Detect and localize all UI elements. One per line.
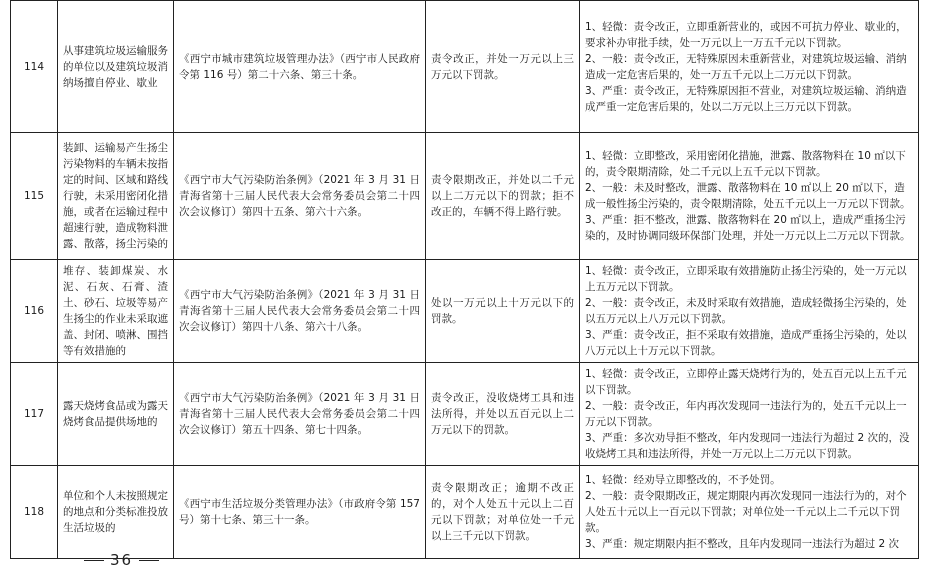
discretion-standard bbox=[580, 466, 919, 559]
page-dash-left bbox=[84, 560, 104, 561]
level-minor: 1、轻微：责令改正，立即重新营业的，或因不可抗力停业、歇业的，要求补办审批手续，处一万元以上一万五千元以下罚款。 bbox=[585, 20, 907, 49]
level-serious: 3、严重：责令改正，拒不采取有效措施，造成严重扬尘污染的，处以八万元以上十万元以下罚款。 bbox=[585, 329, 907, 357]
level-general: 2、一般：责令改正，无特殊原因未重新营业，对建筑垃圾运输、消纳造成一定危害后果的，处一万五千元以上二万元以下罚款。 bbox=[585, 52, 907, 81]
row-number: 117 bbox=[11, 363, 58, 466]
table-row bbox=[11, 260, 919, 363]
legal-basis: 《西宁市大气污染防治条例》（2021 年 3 月 31 日青海省第十三届人民代表大会常务委员会第二十四次会议修订）第四十八条、第六十八条。 bbox=[174, 260, 426, 363]
legal-basis: 《西宁市大气污染防治条例》（2021 年 3 月 31 日青海省第十三届人民代表大会常务委员会第二十四次会议修订）第五十四条、第七十四条。 bbox=[174, 363, 426, 466]
level-minor: 1、轻微：责令改正，立即停止露天烧烤行为的，处五百元以上五千元以下罚款。 bbox=[585, 368, 907, 396]
row-number: 118 bbox=[11, 466, 58, 559]
legal-basis: 《西宁市大气污染防治条例》（2021 年 3 月 31 日青海省第十三届人民代表大会常务委员会第二十四次会议修订）第四十五条、第六十六条。 bbox=[174, 133, 426, 260]
page-dash-right bbox=[139, 560, 159, 561]
level-minor: 1、轻微：立即整改，采用密闭化措施，泄露、散落物料在 10 ㎡以下的，责令限期清除，处二千元以上五千元以下罚款。 bbox=[585, 150, 906, 178]
page-number bbox=[78, 551, 165, 569]
penalty-standards-table bbox=[10, 0, 919, 559]
penalty-provision: 责令限期改正；逾期不改正的，对个人处五十元以上二百元以下罚款；对单位处一千元以上三千元以下罚款。 bbox=[426, 466, 580, 559]
row-number: 116 bbox=[11, 260, 58, 363]
page-number-value: 36 bbox=[110, 551, 134, 569]
penalty-provision: 责令改正，没收烧烤工具和违法所得，并处以五百元以上二万元以下的罚款。 bbox=[426, 363, 580, 466]
legal-basis: 《西宁市生活垃圾分类管理办法》（市政府令第 157 号）第十七条、第三十一条。 bbox=[174, 466, 426, 559]
violation-description: 堆存、装卸煤炭、水泥、石灰、石膏、渣土、砂石、垃圾等易产生扬尘的作业未采取遮盖、封闭、喷淋、围挡等有效措施的 bbox=[58, 260, 174, 363]
level-general: 2、一般：未及时整改，泄露、散落物料在 10 ㎡以上 20 ㎡以下，造成一般性扬尘污染的，责令限期清除，处五千元以上一万元以下罚款。 bbox=[585, 182, 911, 210]
table-body bbox=[11, 1, 919, 559]
level-minor: 1、轻微：责令改正，立即采取有效措施防止扬尘污染的，处一万元以上五万元以下罚款。 bbox=[585, 265, 907, 293]
violation-description: 从事建筑垃圾运输服务的单位以及建筑垃圾消纳场擅自停业、歇业 bbox=[58, 1, 174, 133]
row-number: 115 bbox=[11, 133, 58, 260]
penalty-provision: 责令改正，并处一万元以上三万元以下罚款。 bbox=[426, 1, 580, 133]
table-row bbox=[11, 133, 919, 260]
violation-description: 单位和个人未按照规定的地点和分类标准投放生活垃圾的 bbox=[58, 466, 174, 559]
violation-description: 露天烧烤食品或为露天烧烤食品提供场地的 bbox=[58, 363, 174, 466]
discretion-standard bbox=[580, 133, 919, 260]
level-serious: 3、严重：拒不整改，泄露、散落物料在 20 ㎡以上，造成严重扬尘污染的，及时协调同级环保部门处理，并处一万元以上二万元以下罚款。 bbox=[585, 214, 911, 242]
penalty-provision: 责令限期改正，并处以二千元以上二万元以下的罚款；拒不改正的，车辆不得上路行驶。 bbox=[426, 133, 580, 260]
level-general: 2、一般：责令改正，年内再次发现同一违法行为的，处五千元以上一万元以下罚款。 bbox=[585, 400, 907, 428]
level-serious: 3、严重：责令改正，无特殊原因拒不营业，对建筑垃圾运输、消纳造成严重一定危害后果的，处以二万元以上三万元以下罚款。 bbox=[585, 84, 907, 113]
discretion-standard bbox=[580, 260, 919, 363]
discretion-standard bbox=[580, 1, 919, 133]
row-number: 114 bbox=[11, 1, 58, 133]
penalty-provision: 处以一万元以上十万元以下的罚款。 bbox=[426, 260, 580, 363]
level-serious: 3、严重：规定期限内拒不整改，且年内发现同一违法行为超过 2 次 bbox=[585, 538, 900, 550]
level-general: 2、一般：责令限期改正，规定期限内再次发现同一违法行为的，对个人处五十元以上一百元以下罚款；对单位处一千元以上二千元以下罚款。 bbox=[585, 490, 907, 534]
level-general: 2、一般：责令改正，未及时采取有效措施，造成轻微扬尘污染的，处以五万元以上八万元以下罚款。 bbox=[585, 297, 907, 325]
legal-basis: 《西宁市城市建筑垃圾管理办法》（西宁市人民政府令第 116 号）第二十六条、第三十条。 bbox=[174, 1, 426, 133]
level-minor: 1、轻微：经劝导立即整改的，不予处罚。 bbox=[585, 474, 781, 486]
violation-description: 装卸、运输易产生扬尘污染物料的车辆未按指定的时间、区域和路线行驶，未采用密闭化措施，或者在运输过程中超速行驶，造成物料泄露、散落，扬尘污染的 bbox=[58, 133, 174, 260]
table-row bbox=[11, 363, 919, 466]
table-row bbox=[11, 466, 919, 559]
table-row bbox=[11, 1, 919, 133]
discretion-standard bbox=[580, 363, 919, 466]
level-serious: 3、严重：多次劝导拒不整改，年内发现同一违法行为超过 2 次的，没收烧烤工具和违法所得，并处一万元以上二万元以下罚款。 bbox=[585, 432, 910, 460]
